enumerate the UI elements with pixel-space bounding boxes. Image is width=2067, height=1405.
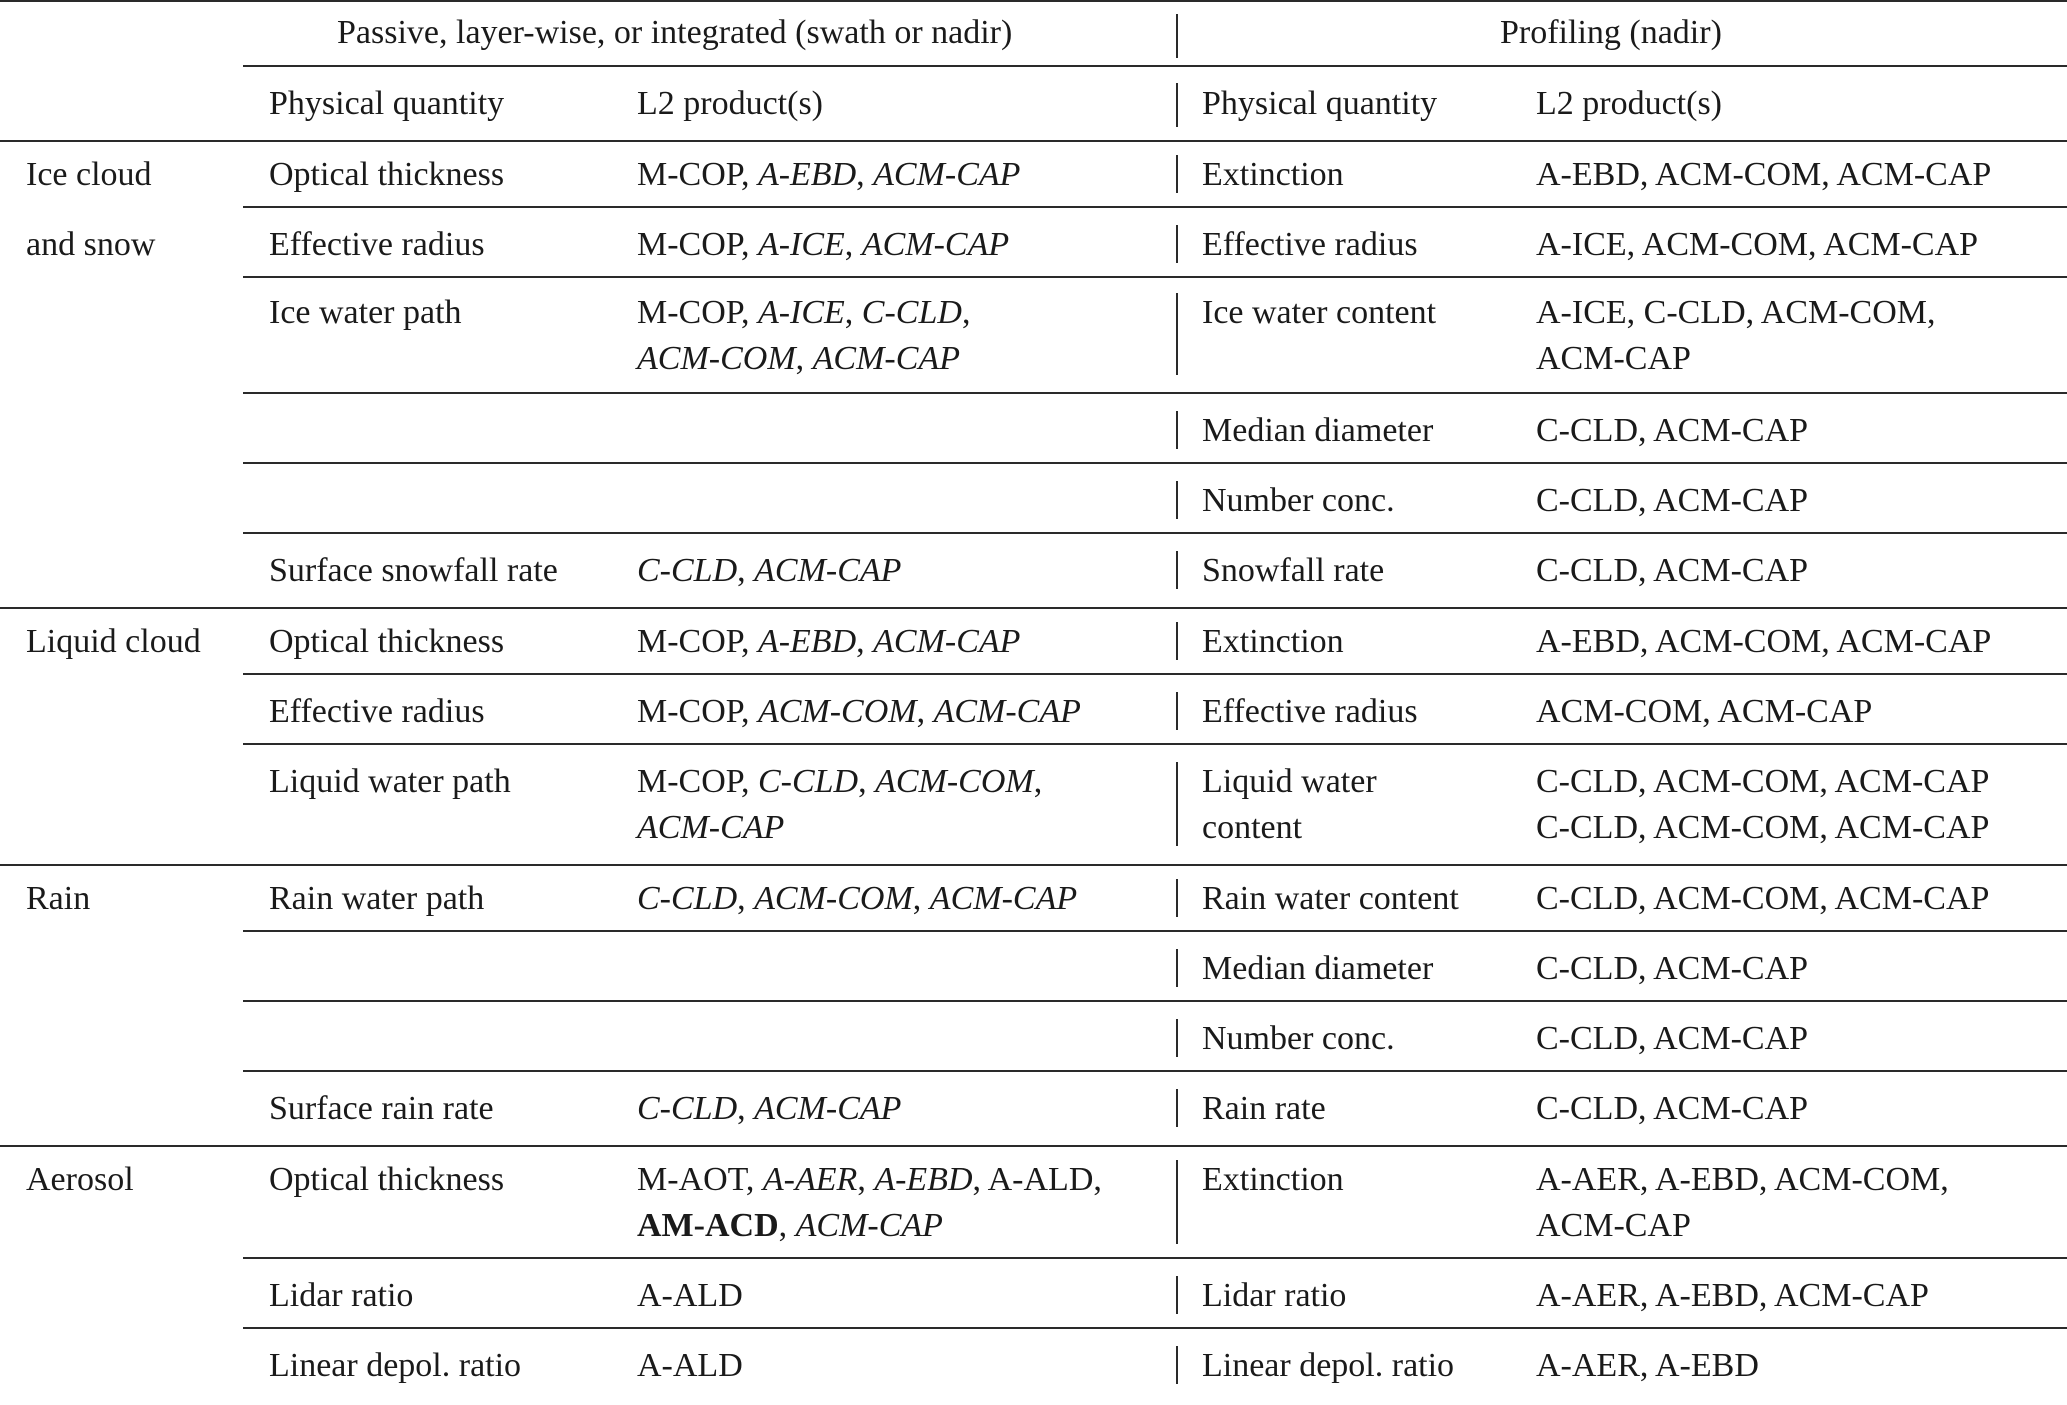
product-code: , [737, 880, 755, 917]
product-code: ACM-CAP [873, 156, 1021, 193]
profile-quantity: Rain water content [1202, 880, 1459, 917]
physical-quantity: Ice water path [269, 294, 462, 331]
product-code: M-COP [637, 623, 741, 660]
profile-quantity: Extinction [1202, 1161, 1344, 1198]
column-separator [1176, 879, 1178, 917]
profile-quantity: Lidar ratio [1202, 1277, 1347, 1314]
product-code: ACM-CAP [754, 1090, 902, 1127]
profile-products: C-CLD, ACM-CAP [1536, 482, 1809, 519]
product-code: , [856, 156, 874, 193]
rule-row [243, 276, 2067, 278]
product-code: , [858, 763, 876, 800]
rule-group-header [243, 65, 2067, 67]
column-separator [1176, 1160, 1178, 1244]
column-header-physical-quantity: Physical quantity [1202, 85, 1438, 122]
product-code: AM-ACD [637, 1207, 779, 1244]
product-code: , [1093, 1161, 1102, 1198]
product-code: M-COP [637, 763, 741, 800]
column-separator [1176, 481, 1178, 519]
column-header-l2-products: L2 product(s) [637, 85, 824, 122]
profile-quantity: Extinction [1202, 156, 1344, 193]
physical-quantity: Surface rain rate [269, 1090, 494, 1127]
physical-quantity: Optical thickness [269, 623, 505, 660]
column-separator [1176, 293, 1178, 375]
product-code: A-EBD [757, 156, 857, 193]
physical-quantity: Surface snowfall rate [269, 552, 558, 589]
column-separator [1176, 1019, 1178, 1057]
profile-products: C-CLD, ACM-COM, ACM-CAP [1536, 880, 1990, 917]
rule-row [243, 532, 2067, 534]
profile-quantity: Extinction [1202, 623, 1344, 660]
product-code: ACM-COM [754, 880, 913, 917]
product-code: , [912, 880, 930, 917]
l2-products [637, 1203, 943, 1249]
physical-quantity: Linear depol. ratio [269, 1347, 522, 1384]
column-separator [1176, 411, 1178, 449]
product-code: C-CLD [861, 294, 962, 331]
product-code: , [1033, 763, 1043, 800]
product-code: , [740, 623, 758, 660]
product-code: M-COP [637, 226, 741, 263]
profile-quantity: content [1202, 809, 1303, 846]
profile-quantity: Median diameter [1202, 412, 1434, 449]
product-code: , [844, 294, 862, 331]
profile-products: C-CLD, ACM-CAP [1536, 950, 1809, 987]
physical-quantity: Effective radius [269, 693, 485, 730]
l2-products [637, 876, 1077, 922]
rule-row [243, 206, 2067, 208]
product-code: M-COP [637, 693, 741, 730]
product-code: ACM-CAP [754, 552, 902, 589]
product-code: A-ALD [637, 1277, 743, 1314]
rule-row [243, 392, 2067, 394]
product-code: A-ICE [757, 294, 845, 331]
profile-products: C-CLD, ACM-CAP [1536, 1090, 1809, 1127]
product-code: A-AER [762, 1161, 858, 1198]
profile-products: ACM-COM, ACM-CAP [1536, 693, 1873, 730]
profile-quantity: Effective radius [1202, 693, 1418, 730]
product-code: , [856, 623, 874, 660]
product-code: , [737, 1090, 755, 1127]
rule-row [243, 673, 2067, 675]
l2-products [637, 290, 970, 336]
product-code: , [961, 294, 971, 331]
rule-header [0, 140, 2067, 142]
profile-products: A-ICE, C-CLD, ACM-COM, [1536, 294, 1936, 331]
product-code: C-CLD [757, 763, 859, 800]
group-header-passive: Passive, layer-wise, or integrated (swath or nadir) [337, 14, 1013, 51]
product-code: A-ALD [987, 1161, 1094, 1198]
profile-products: A-EBD, ACM-COM, ACM-CAP [1536, 156, 1992, 193]
product-code: , [857, 1161, 875, 1198]
profile-products: ACM-CAP [1536, 1207, 1691, 1244]
column-separator [1176, 949, 1178, 987]
product-code: M-AOT [637, 1161, 746, 1198]
column-separator [1176, 551, 1178, 589]
product-code: , [972, 1161, 988, 1198]
physical-quantity: Rain water path [269, 880, 485, 917]
profile-quantity: Effective radius [1202, 226, 1418, 263]
rule-top [0, 0, 2067, 2]
column-header-physical-quantity: Physical quantity [269, 85, 505, 122]
rule-row [243, 930, 2067, 932]
l2-products [637, 1343, 743, 1389]
rule-section [0, 1145, 2067, 1147]
category-label-ice: Ice cloud [26, 156, 152, 193]
product-code: A-ICE [757, 226, 845, 263]
product-code: ACM-CAP [637, 809, 785, 846]
product-code: ACM-CAP [873, 623, 1021, 660]
l2-products [637, 759, 1042, 805]
physical-quantity: Optical thickness [269, 156, 505, 193]
profile-products: A-ICE, ACM-COM, ACM-CAP [1536, 226, 1979, 263]
product-code: ACM-CAP [795, 1207, 943, 1244]
rule-row [243, 1257, 2067, 1259]
profile-quantity: Linear depol. ratio [1202, 1347, 1455, 1384]
column-separator [1176, 692, 1178, 730]
profile-products: C-CLD, ACM-CAP [1536, 1020, 1809, 1057]
profile-products: C-CLD, ACM-CAP [1536, 552, 1809, 589]
profile-products: ACM-CAP [1536, 340, 1691, 377]
product-code: A-EBD [757, 623, 857, 660]
product-code: ACM-CAP [861, 226, 1010, 263]
physical-quantity: Optical thickness [269, 1161, 505, 1198]
profile-products: C-CLD, ACM-COM, ACM-CAP [1536, 809, 1990, 846]
category-label-ice: and snow [26, 226, 156, 263]
product-code: M-COP [637, 294, 741, 331]
category-label-rain: Rain [26, 880, 91, 917]
column-separator [1176, 14, 1178, 58]
product-code: ACM-COM [875, 763, 1034, 800]
l2-products [637, 548, 901, 594]
product-code: , [740, 763, 758, 800]
profile-products: C-CLD, ACM-COM, ACM-CAP [1536, 763, 1990, 800]
product-code: , [745, 1161, 763, 1198]
group-header-profiling: Profiling (nadir) [1500, 14, 1722, 51]
product-code: , [737, 552, 755, 589]
profile-quantity: Rain rate [1202, 1090, 1326, 1127]
profile-quantity: Median diameter [1202, 950, 1434, 987]
column-separator [1176, 1276, 1178, 1314]
profile-products: A-AER, A-EBD, ACM-CAP [1536, 1277, 1929, 1314]
profile-products: A-EBD, ACM-COM, ACM-CAP [1536, 623, 1992, 660]
product-code: ACM-CAP [812, 340, 960, 377]
profile-quantity: Liquid water [1202, 763, 1377, 800]
column-separator [1176, 225, 1178, 263]
column-separator [1176, 1346, 1178, 1384]
product-code: A-EBD [874, 1161, 973, 1198]
product-code: C-CLD [637, 880, 738, 917]
rule-row [243, 1070, 2067, 1072]
profile-products: C-CLD, ACM-CAP [1536, 412, 1809, 449]
product-code: ACM-COM [757, 693, 917, 730]
l2-products [637, 1273, 743, 1319]
category-label-liquid: Liquid cloud [26, 623, 201, 660]
product-code: C-CLD [637, 552, 738, 589]
column-separator [1176, 622, 1178, 660]
l2-products [637, 619, 1020, 665]
physical-quantity: Effective radius [269, 226, 485, 263]
physical-quantity: Liquid water path [269, 763, 511, 800]
profile-quantity: Snowfall rate [1202, 552, 1385, 589]
rule-row [243, 1000, 2067, 1002]
column-separator [1176, 1089, 1178, 1127]
rule-row [243, 743, 2067, 745]
product-code: , [778, 1207, 796, 1244]
profile-quantity: Number conc. [1202, 1020, 1395, 1057]
category-label-aerosol: Aerosol [26, 1161, 134, 1198]
l2-products [637, 222, 1009, 268]
rule-section [0, 864, 2067, 866]
product-code: ACM-CAP [929, 880, 1078, 917]
l2-products [637, 336, 960, 382]
column-header-l2-products: L2 product(s) [1536, 85, 1723, 122]
product-code: , [844, 226, 862, 263]
product-code: M-COP [637, 156, 741, 193]
profile-products: A-AER, A-EBD [1536, 1347, 1759, 1384]
product-code: ACM-CAP [933, 693, 1081, 730]
profile-products: A-AER, A-EBD, ACM-COM, [1536, 1161, 1949, 1198]
profile-quantity: Ice water content [1202, 294, 1437, 331]
column-separator [1176, 762, 1178, 846]
rule-section [0, 607, 2067, 609]
l2-products [637, 805, 784, 851]
product-code: , [740, 693, 758, 730]
product-code: , [740, 226, 758, 263]
product-code: , [740, 294, 758, 331]
product-code: A-ALD [637, 1347, 743, 1384]
l2-products [637, 152, 1020, 198]
profile-quantity: Number conc. [1202, 482, 1395, 519]
l2-products [637, 689, 1081, 735]
product-code: C-CLD [637, 1090, 738, 1127]
rule-row [243, 1327, 2067, 1329]
product-code: ACM-COM [637, 340, 796, 377]
column-separator [1176, 83, 1178, 127]
physical-quantity: Lidar ratio [269, 1277, 414, 1314]
rule-row [243, 462, 2067, 464]
product-code: , [795, 340, 813, 377]
l2-products [637, 1086, 901, 1132]
product-code: , [740, 156, 758, 193]
column-separator [1176, 155, 1178, 193]
l2-products [637, 1157, 1102, 1203]
product-code: , [916, 693, 934, 730]
